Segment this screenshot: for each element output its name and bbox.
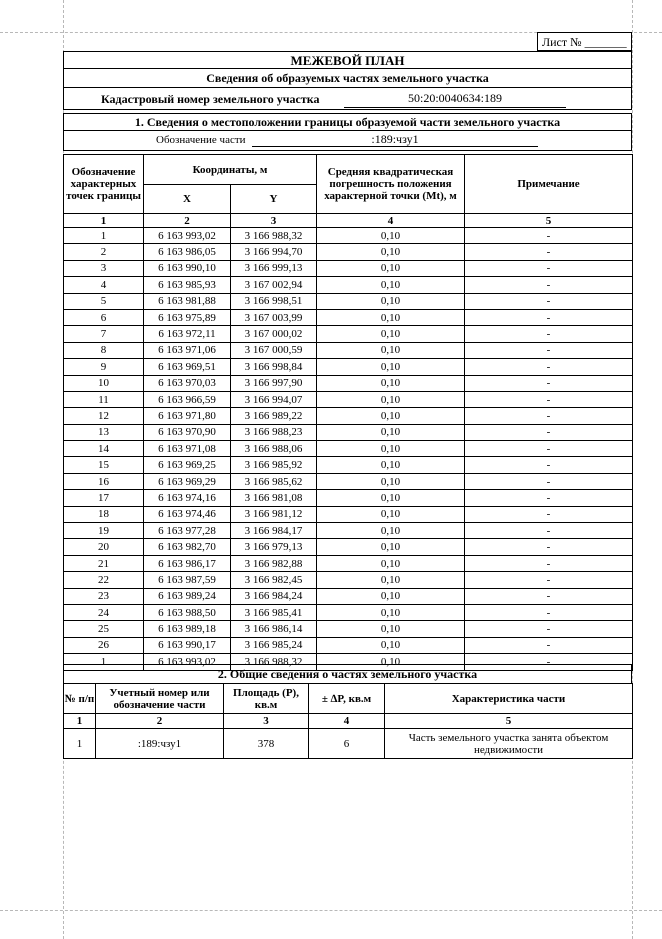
coord-error: 0,10 [317,473,465,489]
coord-y: 3 166 988,23 [231,424,317,440]
point-number: 8 [64,342,144,358]
coord-error: 0,10 [317,555,465,571]
coord-note: - [465,637,633,653]
coord-y: 3 166 982,45 [231,572,317,588]
point-number: 12 [64,408,144,424]
part-reg: :189:чзу1 [96,729,224,759]
part-area: 378 [224,729,309,759]
table-row [64,391,633,407]
coord-error: 0,10 [317,391,465,407]
table-row [64,375,633,391]
coord-error: 0,10 [317,408,465,424]
point-number: 24 [64,604,144,620]
point-number: 3 [64,260,144,276]
col-number: 4 [317,214,465,228]
coord-error: 0,10 [317,342,465,358]
coord-x: 6 163 989,18 [144,621,231,637]
coord-error: 0,10 [317,441,465,457]
point-number: 16 [64,473,144,489]
col-number: 5 [465,214,633,228]
col-number: 3 [231,214,317,228]
col-header-error: Средняя квадратическая погрешность положения характерной точки (Mt), м [317,155,465,214]
coord-error: 0,10 [317,539,465,555]
coord-y: 3 166 994,70 [231,244,317,260]
coord-error: 0,10 [317,228,465,244]
col-number: 2 [144,214,231,228]
table-row [64,621,633,637]
col-header-reg: Учетный номер или обозначение части [96,684,224,714]
sheet-number-blank: _______ [584,35,627,49]
point-number: 19 [64,523,144,539]
coord-note: - [465,391,633,407]
document-title: МЕЖЕВОЙ ПЛАН [63,51,632,69]
table-row [64,555,633,571]
coord-note: - [465,277,633,293]
coord-note: - [465,588,633,604]
coord-x: 6 163 993,02 [144,228,231,244]
coord-note: - [465,572,633,588]
col-header-x: X [144,185,231,214]
col-header-area: Площадь (P), кв.м [224,684,309,714]
coord-y: 3 166 998,51 [231,293,317,309]
coord-note: - [465,309,633,325]
coord-note: - [465,539,633,555]
coord-note: - [465,490,633,506]
coord-note: - [465,506,633,522]
col-header-delta: ± ∆P, кв.м [309,684,385,714]
table-row [64,441,633,457]
point-number: 14 [64,441,144,457]
coord-note: - [465,260,633,276]
coord-note: - [465,654,633,670]
cadastral-row [63,87,632,110]
coord-error: 0,10 [317,457,465,473]
point-number: 5 [64,293,144,309]
part-designation-label: Обозначение части [156,134,246,146]
col-header-char: Характеристика части [385,684,633,714]
point-number: 23 [64,588,144,604]
coord-error: 0,10 [317,637,465,653]
table-row [64,473,633,489]
coord-x: 6 163 986,05 [144,244,231,260]
coord-error: 0,10 [317,326,465,342]
table-row [64,359,633,375]
coord-x: 6 163 971,06 [144,342,231,358]
coord-y: 3 166 988,32 [231,654,317,670]
coord-y: 3 166 985,62 [231,473,317,489]
coord-error: 0,10 [317,490,465,506]
coord-x: 6 163 993,02 [144,654,231,670]
coord-note: - [465,359,633,375]
coord-y: 3 166 984,17 [231,523,317,539]
part-designation-row [63,130,632,151]
coord-note: - [465,473,633,489]
coord-x: 6 163 966,59 [144,391,231,407]
coord-x: 6 163 971,08 [144,441,231,457]
point-number: 21 [64,555,144,571]
coord-y: 3 166 981,08 [231,490,317,506]
table-row [64,457,633,473]
point-number: 9 [64,359,144,375]
coord-y: 3 166 984,24 [231,588,317,604]
col-number: 5 [385,714,633,729]
table-row [64,588,633,604]
section1-title: 1. Сведения о местоположении границы образуемой части земельного участка [63,113,632,131]
coord-note: - [465,604,633,620]
coord-note: - [465,621,633,637]
coord-note: - [465,424,633,440]
coord-y: 3 166 997,90 [231,375,317,391]
coord-note: - [465,342,633,358]
coordinates-body [64,228,633,671]
point-number: 18 [64,506,144,522]
point-number: 25 [64,621,144,637]
coord-x: 6 163 982,70 [144,539,231,555]
table-row [64,293,633,309]
point-number: 22 [64,572,144,588]
table-row [64,228,633,244]
coord-note: - [465,408,633,424]
table-row [64,260,633,276]
point-number: 26 [64,637,144,653]
point-number: 11 [64,391,144,407]
coord-note: - [465,326,633,342]
coord-x: 6 163 974,46 [144,506,231,522]
coord-error: 0,10 [317,604,465,620]
point-number: 15 [64,457,144,473]
coord-y: 3 166 988,06 [231,441,317,457]
section2-title: 2. Общие сведения о частях земельного участка [63,664,632,684]
document-subtitle: Сведения об образуемых частях земельного участка [63,68,632,88]
part-num: 1 [64,729,96,759]
point-number: 20 [64,539,144,555]
coord-note: - [465,375,633,391]
col-number: 2 [96,714,224,729]
coord-x: 6 163 985,93 [144,277,231,293]
part-delta: 6 [309,729,385,759]
coord-error: 0,10 [317,523,465,539]
coord-error: 0,10 [317,359,465,375]
col-header-num: № п/п [64,684,96,714]
point-number: 10 [64,375,144,391]
coord-x: 6 163 975,89 [144,309,231,325]
coord-x: 6 163 969,25 [144,457,231,473]
table-row [64,604,633,620]
coord-error: 0,10 [317,277,465,293]
point-number: 1 [64,228,144,244]
coord-y: 3 166 979,13 [231,539,317,555]
coord-x: 6 163 970,90 [144,424,231,440]
point-number: 2 [64,244,144,260]
table-row [64,572,633,588]
coord-error: 0,10 [317,621,465,637]
table-row [64,729,633,759]
coord-note: - [465,457,633,473]
coord-note: - [465,293,633,309]
coord-x: 6 163 970,03 [144,375,231,391]
table-row [64,637,633,653]
table-row [64,244,633,260]
part-char: Часть земельного участка занята объектом недвижимости [385,729,633,759]
coord-x: 6 163 969,51 [144,359,231,375]
coord-y: 3 167 000,02 [231,326,317,342]
coord-y: 3 167 000,59 [231,342,317,358]
coord-y: 3 166 982,88 [231,555,317,571]
table-row [64,539,633,555]
sheet-number-label: Лист № [542,35,582,49]
point-number: 4 [64,277,144,293]
coord-error: 0,10 [317,506,465,522]
coord-y: 3 166 988,32 [231,228,317,244]
coord-y: 3 166 989,22 [231,408,317,424]
coordinates-table [63,154,633,671]
coord-x: 6 163 990,17 [144,637,231,653]
coord-error: 0,10 [317,293,465,309]
coord-y: 3 166 985,41 [231,604,317,620]
table-row [64,326,633,342]
sheet-number-box [537,32,632,51]
coord-note: - [465,228,633,244]
coord-error: 0,10 [317,424,465,440]
coord-error: 0,10 [317,572,465,588]
coord-y: 3 166 994,07 [231,391,317,407]
coord-y: 3 167 002,94 [231,277,317,293]
table-row [64,309,633,325]
table-row [64,424,633,440]
coord-x: 6 163 972,11 [144,326,231,342]
coord-x: 6 163 977,28 [144,523,231,539]
coord-error: 0,10 [317,654,465,670]
coord-y: 3 167 003,99 [231,309,317,325]
point-number: 6 [64,309,144,325]
coord-x: 6 163 990,10 [144,260,231,276]
coord-x: 6 163 986,17 [144,555,231,571]
col-header-coords: Координаты, м [144,155,317,185]
coord-x: 6 163 989,24 [144,588,231,604]
coord-note: - [465,523,633,539]
coord-x: 6 163 974,16 [144,490,231,506]
coord-y: 3 166 985,24 [231,637,317,653]
col-number: 3 [224,714,309,729]
point-number: 13 [64,424,144,440]
coord-y: 3 166 985,92 [231,457,317,473]
coord-y: 3 166 981,12 [231,506,317,522]
coord-y: 3 166 986,14 [231,621,317,637]
coord-error: 0,10 [317,309,465,325]
coord-x: 6 163 971,80 [144,408,231,424]
margin-guide-bottom [0,910,662,911]
point-number: 7 [64,326,144,342]
coord-y: 3 166 999,13 [231,260,317,276]
table-row [64,342,633,358]
coord-y: 3 166 998,84 [231,359,317,375]
coord-error: 0,10 [317,588,465,604]
table-row [64,523,633,539]
coord-note: - [465,441,633,457]
point-number: 17 [64,490,144,506]
col-number: 1 [64,214,144,228]
point-number: 1 [64,654,144,670]
table-row [64,490,633,506]
coord-x: 6 163 981,88 [144,293,231,309]
coord-x: 6 163 969,29 [144,473,231,489]
table-row [64,506,633,522]
coord-note: - [465,244,633,260]
coord-x: 6 163 987,59 [144,572,231,588]
coord-error: 0,10 [317,260,465,276]
col-header-y: Y [231,185,317,214]
col-number: 4 [309,714,385,729]
col-number: 1 [64,714,96,729]
coord-error: 0,10 [317,375,465,391]
col-header-point: Обозначение характерных точек границы [64,155,144,214]
parts-table [63,683,633,759]
coord-note: - [465,555,633,571]
cadastral-label: Кадастровый номер земельного участка [101,92,320,106]
table-row [64,408,633,424]
table-row [64,277,633,293]
coord-error: 0,10 [317,244,465,260]
cadastral-number: 50:20:0040634:189 [344,90,566,108]
coord-x: 6 163 988,50 [144,604,231,620]
part-designation-value: :189:чзу1 [252,132,538,147]
col-header-note: Примечание [465,155,633,214]
